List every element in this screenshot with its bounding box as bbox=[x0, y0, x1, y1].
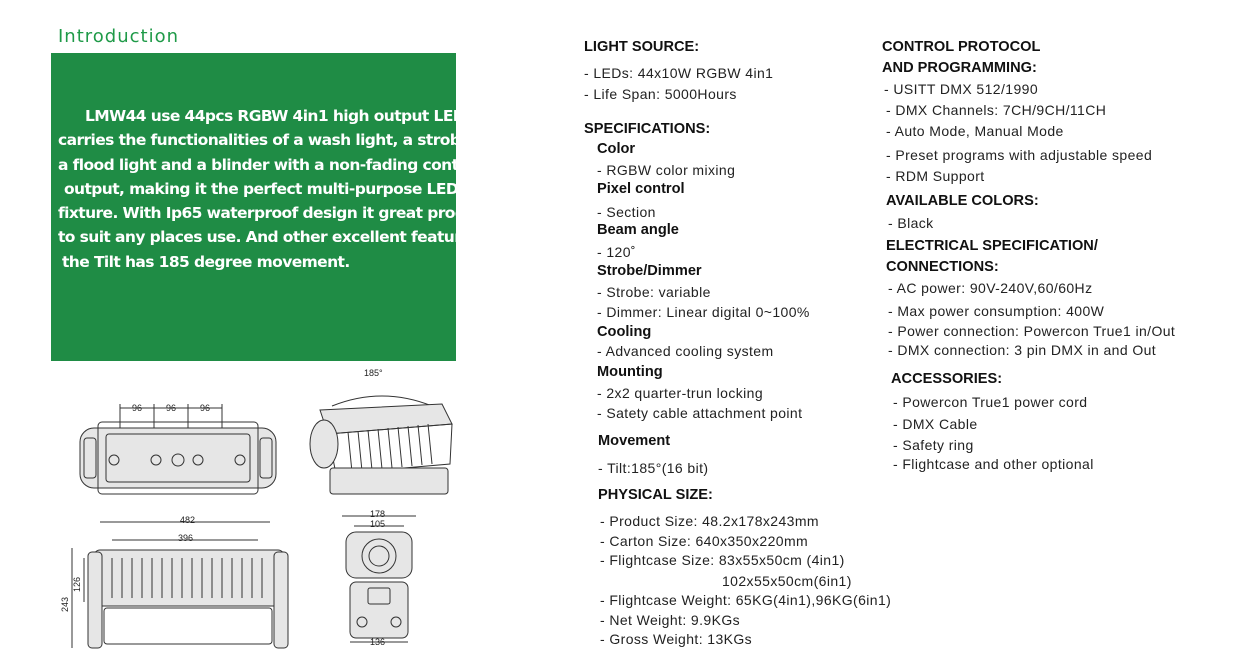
physical-item: 102x55x50cm(6in1) bbox=[722, 573, 852, 589]
intro-line: fixture. With Ip65 waterproof design it great products bbox=[58, 204, 500, 223]
control-item: - USITT DMX 512/1990 bbox=[884, 81, 1039, 97]
color-item: - RGBW color mixing bbox=[597, 162, 736, 178]
beam-item: - 120˚ bbox=[597, 244, 636, 260]
perspective-drawing bbox=[302, 364, 462, 504]
front-height-total-dim: 243 bbox=[60, 596, 70, 612]
front-inner-dim: 396 bbox=[178, 533, 194, 543]
electrical-heading: ELECTRICAL SPECIFICATION/ bbox=[886, 238, 1098, 254]
physical-item: - Gross Weight: 13KGs bbox=[600, 631, 753, 647]
light-source-item: - LEDs: 44x10W RGBW 4in1 bbox=[584, 65, 774, 81]
accessories-heading: ACCESSORIES: bbox=[891, 371, 1003, 387]
light-source-item: - Life Span: 5000Hours bbox=[584, 86, 737, 102]
color-heading: Color bbox=[597, 141, 636, 157]
light-source-heading: LIGHT SOURCE: bbox=[584, 39, 700, 55]
physical-item: - Flightcase Size: 83x55x50cm (4in1) bbox=[600, 552, 845, 568]
side-inner-dim: 105 bbox=[370, 519, 386, 529]
control-heading: CONTROL PROTOCOL bbox=[882, 39, 1041, 55]
side-top-dim: 178 bbox=[370, 509, 386, 519]
intro-line: LMW44 use 44pcs RGBW 4in1 high output LEDs,It bbox=[85, 107, 491, 125]
control-item: - Preset programs with adjustable speed bbox=[886, 147, 1153, 163]
side-bottom-dim: 136 bbox=[370, 637, 386, 647]
intro-line: a flood light and a blinder with a non-fading continuous bbox=[58, 155, 514, 174]
pixel-heading: Pixel control bbox=[597, 181, 685, 197]
specifications-heading: SPECIFICATIONS: bbox=[584, 121, 711, 137]
movement-item: - Tilt:185°(16 bit) bbox=[598, 460, 709, 476]
intro-line: output, making it the perfect multi-purpose LED bbox=[64, 179, 459, 198]
side-view-drawing bbox=[330, 508, 430, 653]
intro-line: carries the functionalities of a wash light, a strobe light bbox=[58, 131, 513, 150]
accessories-item: - DMX Cable bbox=[893, 416, 978, 432]
accessories-item: - Powercon True1 power cord bbox=[893, 394, 1088, 410]
intro-line: the Tilt has 185 degree movement. bbox=[62, 252, 350, 271]
top-dim-3: 96 bbox=[200, 403, 211, 413]
cooling-item: - Advanced cooling system bbox=[597, 343, 774, 359]
electrical-item: - AC power: 90V-240V,60/60Hz bbox=[888, 280, 1093, 296]
intro-line: to suit any places use. And other excellent features is bbox=[58, 228, 498, 247]
front-height-inner-dim: 126 bbox=[72, 576, 82, 592]
intro-box bbox=[51, 53, 514, 361]
physical-item: - Net Weight: 9.9KGs bbox=[600, 612, 741, 628]
control-item: - RDM Support bbox=[886, 168, 985, 184]
colors-item: - Black bbox=[888, 215, 934, 231]
control-item: - DMX Channels: 7CH/9CH/11CH bbox=[886, 102, 1107, 118]
mounting-item: - 2x2 quarter-trun locking bbox=[597, 385, 764, 401]
movement-heading: Movement bbox=[598, 433, 671, 449]
strobe-heading: Strobe/Dimmer bbox=[597, 263, 702, 279]
strobe-item: - Dimmer: Linear digital 0~100% bbox=[597, 304, 810, 320]
tilt-label: 185° bbox=[364, 368, 383, 378]
accessories-item: - Flightcase and other optional bbox=[893, 456, 1094, 472]
electrical-item: - Max power consumption: 400W bbox=[888, 303, 1105, 319]
mounting-item: - Satety cable attachment point bbox=[597, 405, 803, 421]
accessories-item: - Safety ring bbox=[893, 437, 974, 453]
beam-heading: Beam angle bbox=[597, 222, 679, 238]
pixel-item: - Section bbox=[597, 204, 656, 220]
intro-title: Introduction bbox=[58, 26, 180, 47]
control-item: - Auto Mode, Manual Mode bbox=[886, 123, 1064, 139]
top-dim-2: 96 bbox=[166, 403, 177, 413]
strobe-item: - Strobe: variable bbox=[597, 284, 711, 300]
physical-item: - Flightcase Weight: 65KG(4in1),96KG(6in1) bbox=[600, 592, 892, 608]
front-width-dim: 482 bbox=[180, 515, 196, 525]
electrical-heading-2: CONNECTIONS: bbox=[886, 259, 999, 275]
front-view-drawing bbox=[60, 512, 300, 652]
cooling-heading: Cooling bbox=[597, 324, 652, 340]
intro-text bbox=[58, 104, 514, 274]
colors-heading: AVAILABLE COLORS: bbox=[886, 193, 1039, 209]
control-heading-2: AND PROGRAMMING: bbox=[882, 60, 1037, 76]
physical-heading: PHYSICAL SIZE: bbox=[598, 487, 713, 503]
top-view-drawing bbox=[72, 398, 292, 498]
electrical-item: - DMX connection: 3 pin DMX in and Out bbox=[888, 342, 1157, 358]
physical-item: - Product Size: 48.2x178x243mm bbox=[600, 513, 819, 529]
top-dim-1: 96 bbox=[132, 403, 143, 413]
mounting-heading: Mounting bbox=[597, 364, 663, 380]
physical-item: - Carton Size: 640x350x220mm bbox=[600, 533, 809, 549]
electrical-item: - Power connection: Powercon True1 in/Out bbox=[888, 323, 1176, 339]
